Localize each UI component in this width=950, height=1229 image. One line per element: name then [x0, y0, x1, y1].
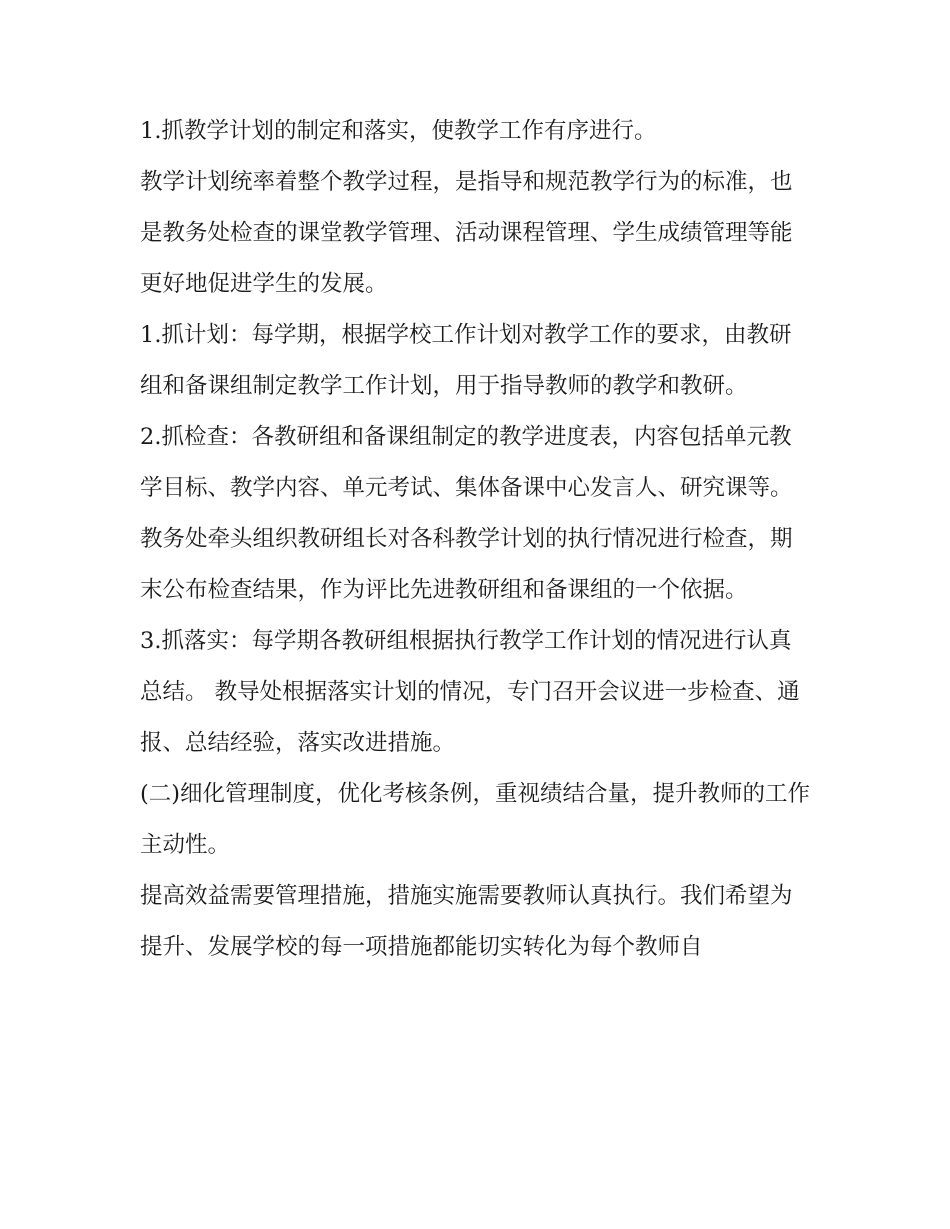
paragraph-plan-item-3: 3.抓落实：每学期各教研组根据执行教学工作计划的情况进行认真总结。 教导处根据落实计划的情况，专门召开会议进一步检查、通报、总结经验，落实改进措施。 [140, 628, 800, 756]
paragraph-plan-item-2: 2.抓检查：各教研组和备课组制定的教学进度表，内容包括单元教学目标、教学内容、单元考试、集体备课中心发言人、研究课等。 [140, 424, 793, 501]
paragraph-plan-item-1: 1.抓计划：每学期，根据学校工作计划对教学工作的要求，由教研组和备课组制定教学工作计划，用于指导教师的教学和教研。 [140, 322, 792, 399]
paragraph-section-2-heading: (二)细化管理制度，优化考核条例，重视绩结合量，提升教师的工作主动性。 [140, 781, 811, 858]
document-body [140, 106, 812, 973]
paragraph-plan-heading: 1.抓教学计划的制定和落实，使教学工作有序进行。 [140, 118, 657, 144]
paragraph-inspection: 教务处牵头组织教研组长对各科教学计划的执行情况进行检查，期末公布检查结果，作为评比先进教研组和备课组的一个依据。 [140, 526, 793, 603]
paragraph-efficiency: 提高效益需要管理措施，措施实施需要教师认真执行。我们希望为提升、发展学校的每一项措施都能切实转化为每个教师自 [140, 883, 793, 960]
paragraph-plan-overview: 教学计划统率着整个教学过程，是指导和规范教学行为的标准，也是教务处检查的课堂教学管理、活动课程管理、学生成绩管理等能更好地促进学生的发展。 [140, 169, 793, 297]
